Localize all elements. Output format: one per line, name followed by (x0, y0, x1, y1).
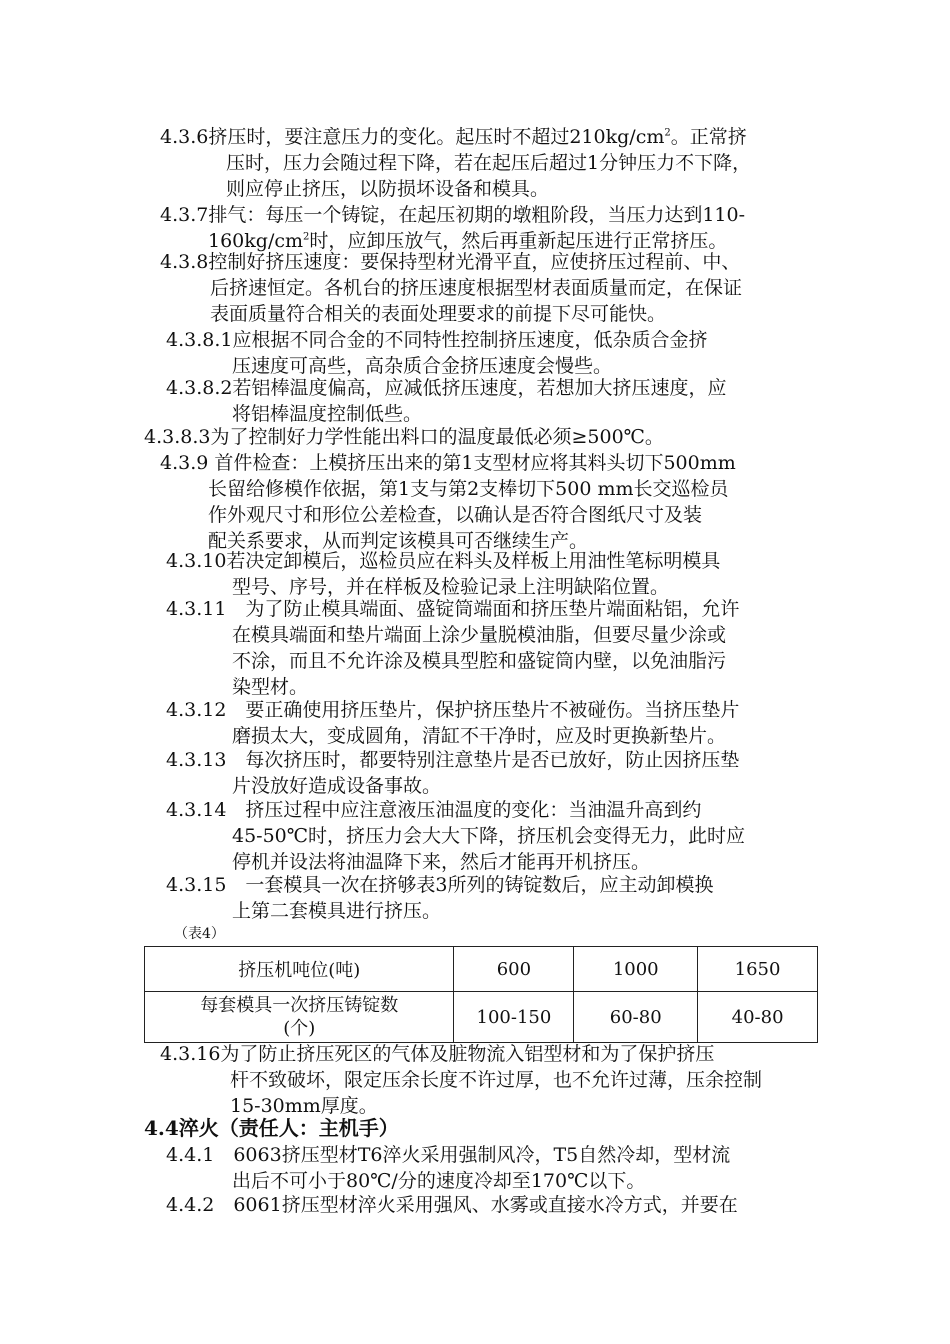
section-heading: 4.4淬火（责任人：主机手） (144, 1116, 399, 1140)
table-row (145, 992, 818, 1043)
table-cell: 1000 (574, 947, 698, 992)
table-cell: 60-80 (574, 992, 698, 1043)
para-4-3-16: 4.3.16为了防止挤压死区的气体及脏物流入铝型材和为了保护挤压 杆不致破坏，限定压余长度不许过厚，也不允许过薄，压余控制 15-30mm厚度。 (160, 1043, 763, 1117)
para-4-4-2: 4.4.2 6061挤压型材淬火采用强风、水雾或直接水冷方式，并要在 (166, 1194, 738, 1216)
table-row (145, 947, 818, 992)
para-4-3-15: 4.3.15 一套模具一次在挤够表3所列的铸锭数后，应主动卸模换 上第二套模具进行挤压。 (166, 874, 714, 922)
table-cell: 1650 (698, 947, 818, 992)
table-row-header: 每套模具一次挤压铸锭数(个) (145, 992, 454, 1043)
para-4-3-13: 4.3.13 每次挤压时，都要特别注意垫片是否已放好，防止因挤压垫 片没放好造成设备事故。 (166, 749, 740, 797)
table-cell: 40-80 (698, 992, 818, 1043)
table-row-header: 挤压机吨位(吨) (145, 947, 454, 992)
para-4-3-7: 4.3.7排气：每压一个铸锭，在起压初期的墩粗阶段，当压力达到110- $160kg/cm^2$时，应卸压放气，然后再重新起压进行正常挤压。 (160, 204, 746, 252)
para-4-3-11: 4.3.11 为了防止模具端面、盛锭筒端面和挤压垫片端面粘铝，允许 在模具端面和垫片端面上涂少量脱模油脂，但要尽量少涂或 不涂，而且不允许涂及模具型腔和盛锭筒内壁，以免油脂污 染型材。 (166, 598, 740, 698)
table-cell: 600 (454, 947, 574, 992)
table-cell: 100-150 (454, 992, 574, 1043)
para-4-3-8-2: 4.3.8.2若铝棒温度偏高，应减低挤压速度，若想加大挤压速度，应 将铝棒温度控制低些。 (166, 377, 727, 425)
para-4-3-10: 4.3.10若决定卸模后，巡检员应在料头及样板上用油性笔标明模具 型号、序号，并在样板及检验记录上注明缺陷位置。 (166, 550, 721, 598)
para-4-3-8-1: 4.3.8.1应根据不同合金的不同特性控制挤压速度，低杂质合金挤 压速度可高些，高杂质合金挤压速度会慢些。 (166, 329, 708, 377)
para-4-3-12: 4.3.12 要正确使用挤压垫片，保护挤压垫片不被碰伤。当挤压垫片 磨损太大，变成圆角，清缸不干净时，应及时更换新垫片。 (166, 699, 740, 747)
extrusion-table (144, 946, 818, 1043)
para-4-3-6: 4.3.6挤压时，要注意压力的变化。起压时不超过$210kg/cm^2$。正常挤 压时，压力会随过程下降，若在起压后超过1分钟压力不下降， 则应停止挤压，以防损坏设备和模具。 (160, 126, 752, 200)
para-4-3-8-3: 4.3.8.3为了控制好力学性能出料口的温度最低必须≥500℃。 (144, 426, 664, 448)
table-caption: （表4） (174, 926, 225, 942)
para-4-3-14: 4.3.14 挤压过程中应注意液压油温度的变化：当油温升高到约 45-50℃时，挤压力会大大下降，挤压机会变得无力，此时应 停机并设法将油温降下来，然后才能再开机挤压。 (166, 799, 746, 873)
para-4-3-8: 4.3.8控制好挤压速度：要保持型材光滑平直，应使挤压过程前、中、 后挤速恒定。各机台的挤压速度根据型材表面质量而定，在保证 表面质量符合相关的表面处理要求的前提下尽可能快。 (160, 251, 743, 325)
para-4-4-1: 4.4.1 6063挤压型材T6淬火采用强制风冷，T5自然冷却，型材流 出后不可小于80℃/分的速度冷却至170℃以下。 (166, 1144, 731, 1192)
para-4-3-9: 4.3.9 首件检查：上模挤压出来的第1支型材应将其料头切下500mm 长留给修模作依据，第1支与第2支棒切下500 mm长交巡检员 作外观尺寸和形位公差检查，以确认是否符合图纸尺寸及装 配关系要求，从而判定该模具可否继续生产。 (160, 452, 736, 552)
